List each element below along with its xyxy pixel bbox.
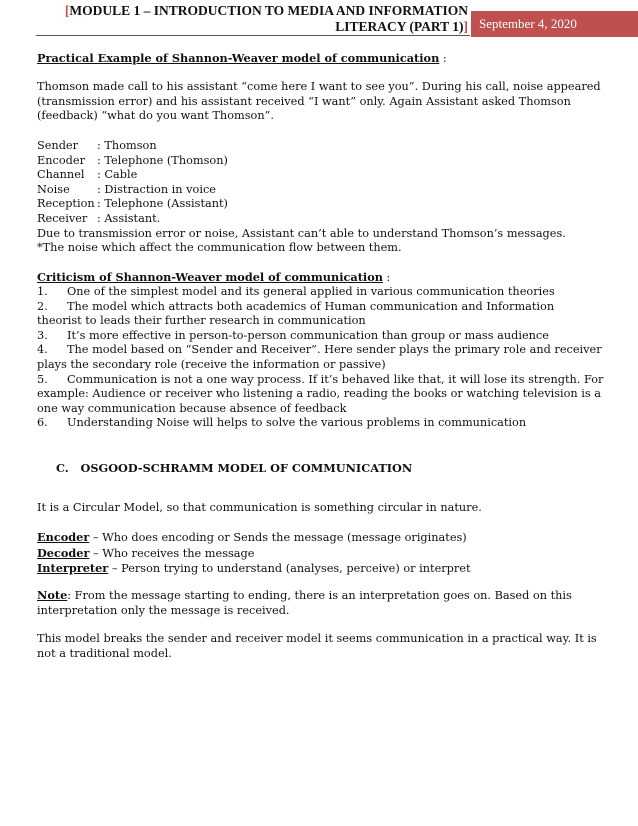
- note-text: interpretation only the message is received.: [37, 603, 290, 617]
- term-value: – Person trying to understand (analyses, perceive) or interpret: [108, 562, 471, 576]
- page-header: [0, 0, 638, 36]
- practical-heading: [37, 51, 607, 67]
- closing-line: This model breaks the sender and receiver model it seems communication in a practical way. It is: [37, 632, 597, 645]
- term-value: – Who does encoding or Sends the message (message originates): [89, 531, 467, 544]
- criticism-heading: [37, 270, 607, 286]
- list-item: [37, 373, 607, 388]
- list-text: one way communication because absence of feedback: [37, 401, 347, 415]
- list-item-continued: [37, 314, 607, 329]
- role-value: : Thomson: [97, 139, 157, 152]
- list-number: 2.: [37, 299, 48, 313]
- osgood-closing: [37, 632, 607, 661]
- list-text: The model based on “Sender and Receiver”. Here sender plays the primary role and receiver: [67, 343, 602, 357]
- note-text: : From the message starting to ending, there is an interpretation goes on. Based on this: [67, 589, 572, 602]
- list-number: 1.: [37, 285, 48, 298]
- criticism-heading-suffix: :: [382, 271, 391, 284]
- role-row: [37, 154, 607, 169]
- list-text: Understanding Noise will helps to solve the various problems in communication: [67, 416, 527, 430]
- practical-heading-suffix: :: [439, 52, 447, 65]
- osgood-terms: [37, 530, 607, 577]
- header-open-bracket: [: [64, 3, 70, 18]
- note-label: Note: [37, 588, 68, 602]
- list-item: [37, 343, 607, 358]
- list-text: plays the secondary role (receive the information or passive): [37, 357, 386, 371]
- section-heading: [56, 461, 412, 475]
- role-row: [37, 168, 607, 183]
- practical-para-line: Thomson made call to his assistant “come here I want to see you”. During his call, noise appeared: [37, 80, 601, 93]
- practical-para-line: (transmission error) and his assistant received “I want” only. Again Assistant asked Thomson: [37, 94, 571, 108]
- role-value: : Assistant.: [97, 211, 161, 225]
- list-text: One of the simplest model and its general applied in various communication theories: [67, 285, 555, 298]
- section-letter: C.: [56, 461, 69, 475]
- header-rule: [36, 35, 470, 36]
- criticism-list: [37, 285, 607, 431]
- role-key: Encoder: [37, 153, 85, 167]
- osgood-intro: It is a Circular Model, so that communication is something circular in nature.: [37, 501, 482, 514]
- list-item: [37, 285, 607, 300]
- header-title-line1: MODULE 1 – INTRODUCTION TO MEDIA AND INFORMATION: [69, 3, 468, 18]
- practical-para-line: (feedback) “what do you want Thomson”.: [37, 109, 274, 123]
- list-number: 6.: [37, 416, 48, 430]
- list-text: Communication is not a one way process. If it’s behaved like that, it will lose its strength. For: [67, 372, 604, 386]
- list-text: example: Audience or receiver who listening a radio, reading the books or watching television is a: [37, 387, 602, 401]
- role-value: : Distraction in voice: [97, 182, 216, 196]
- list-number: 4.: [37, 343, 48, 357]
- list-item-continued: [37, 387, 607, 402]
- term-row: [37, 546, 607, 562]
- header-close-bracket: ]: [463, 19, 468, 34]
- term-row: [37, 561, 607, 577]
- role-key: Reception: [37, 197, 95, 211]
- header-title: [48, 3, 468, 35]
- term-key: Encoder: [37, 530, 90, 544]
- role-value: : Telephone (Assistant): [97, 197, 228, 211]
- practical-note-line: Due to transmission error or noise, Assistant can’t able to understand Thomson’s messages.: [37, 226, 566, 240]
- list-item-continued: [37, 358, 607, 373]
- practical-heading-text: Practical Example of Shannon-Weaver model of communication: [37, 51, 440, 65]
- list-number: 5.: [37, 372, 48, 386]
- header-date: September 4, 2020: [471, 11, 638, 37]
- list-number: 3.: [37, 328, 48, 342]
- list-item-continued: [37, 402, 607, 417]
- section-title: OSGOOD-SCHRAMM MODEL OF COMMUNICATION: [80, 461, 413, 475]
- list-item: [37, 416, 607, 431]
- term-row: [37, 530, 607, 546]
- term-key: Decoder: [37, 545, 90, 560]
- list-text: It’s more effective in person-to-person communication than group or mass audience: [67, 328, 549, 342]
- list-item: [37, 329, 607, 344]
- role-key: Channel: [37, 168, 85, 182]
- term-value: – Who receives the message: [89, 546, 255, 560]
- roles-list: [37, 139, 607, 256]
- role-value: : Cable: [97, 168, 138, 182]
- term-key: Interpreter: [37, 561, 109, 576]
- list-text: theorist to leads their further research in communication: [37, 314, 366, 328]
- header-title-line2: LITERACY (PART 1): [335, 19, 464, 34]
- role-key: Noise: [37, 182, 70, 196]
- role-row: [37, 139, 607, 154]
- role-value: : Telephone (Thomson): [97, 153, 228, 167]
- role-row: [37, 183, 607, 198]
- role-row: [37, 197, 607, 212]
- role-row: [37, 212, 607, 227]
- list-text: The model which attracts both academics of Human communication and Information: [67, 299, 555, 313]
- criticism-heading-text: Criticism of Shannon-Weaver model of communication: [37, 270, 383, 284]
- list-item: [37, 300, 607, 315]
- role-key: Sender: [37, 139, 79, 152]
- practical-paragraph: [37, 80, 607, 124]
- role-key: Receiver: [37, 211, 88, 225]
- closing-line: not a traditional model.: [37, 646, 172, 660]
- practical-note-line: *The noise which affect the communication flow between them.: [37, 241, 402, 255]
- osgood-note: [37, 588, 607, 618]
